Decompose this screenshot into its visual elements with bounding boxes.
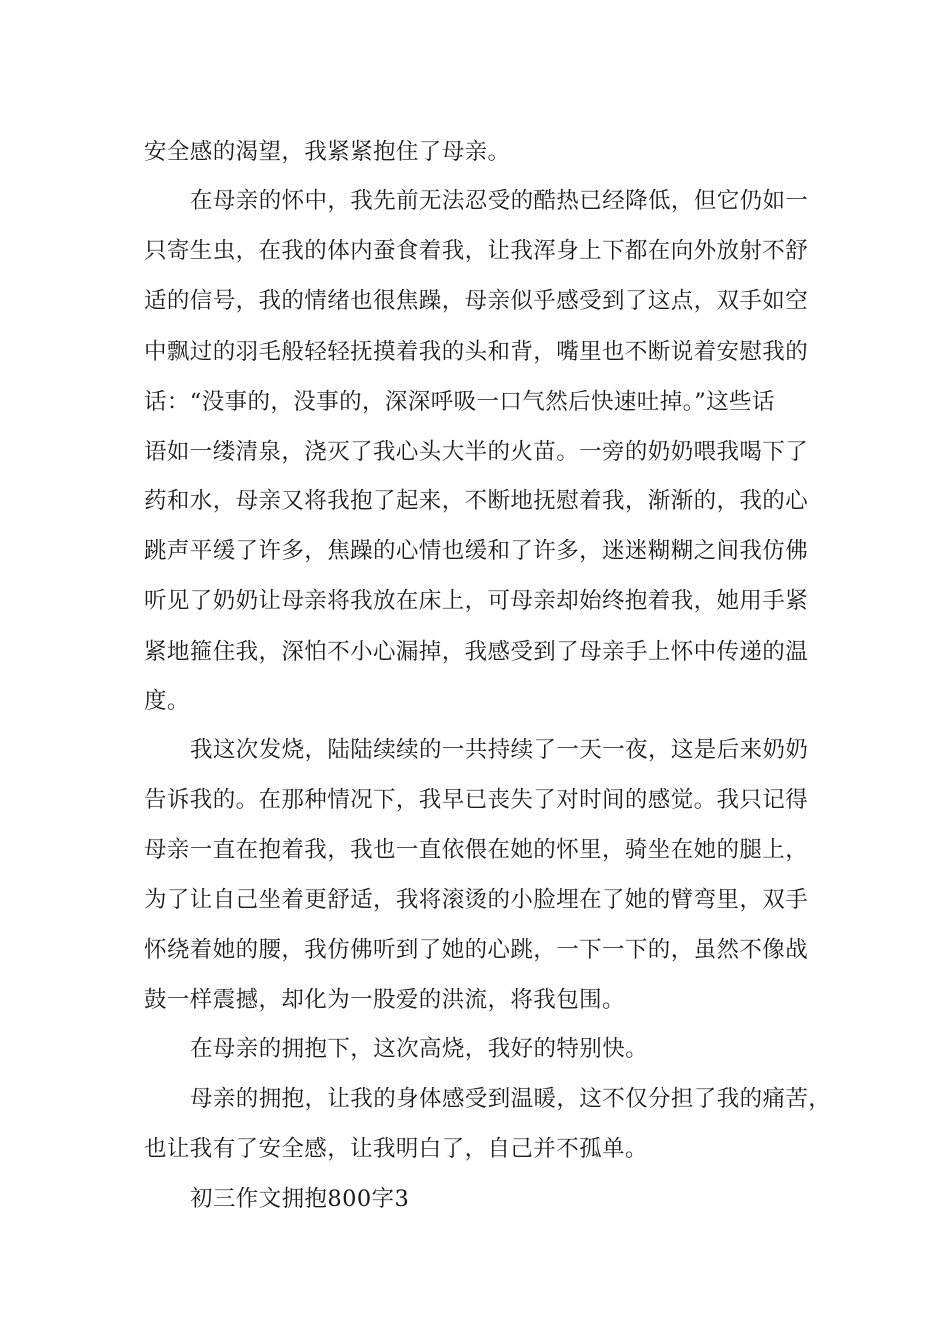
section-heading: 初三作文拥抱800字3 (190, 1186, 410, 1212)
text-line: 药和水，母亲又将我抱了起来，不断地抚慰着我，渐渐的，我的心 (144, 488, 809, 514)
text-line: 中飘过的羽毛般轻轻抚摸着我的头和背，嘴里也不断说着安慰我的 (144, 339, 809, 365)
text-line: 适的信号，我的情绪也很焦躁，母亲似乎感受到了这点，双手如空 (144, 288, 809, 314)
text-line: 跳声平缓了许多，焦躁的心情也缓和了许多，迷迷糊糊之间我仿佛 (144, 538, 809, 564)
text-line: 听见了奶奶让母亲将我放在床上，可母亲却始终抱着我，她用手紧 (144, 588, 809, 614)
text-line: 话：“没事的，没事的，深深呼吸一口气然后快速吐掉。”这些话 (144, 389, 775, 415)
text-line: 安全感的渴望，我紧紧抱住了母亲。 (144, 139, 511, 165)
text-line: 紧地箍住我，深怕不小心漏掉，我感受到了母亲手上怀中传递的温 (144, 639, 809, 665)
text-line: 在母亲的怀中，我先前无法忍受的酷热已经降低，但它仍如一 (190, 188, 809, 214)
text-line: 鼓一样震撼，却化为一股爱的洪流，将我包围。 (144, 987, 625, 1013)
text-line: 母亲一直在抱着我，我也一直依偎在她的怀里，骑坐在她的腿上， (144, 837, 809, 863)
text-line: 也让我有了安全感，让我明白了，自己并不孤单。 (144, 1136, 648, 1162)
text-line: 度。 (144, 688, 190, 714)
text-line: 告诉我的。在那种情况下，我早已丧失了对时间的感觉。我只记得 (144, 787, 809, 813)
text-line: 我这次发烧，陆陆续续的一共持续了一天一夜，这是后来奶奶 (190, 737, 809, 763)
text-line: 语如一缕清泉，浇灭了我心头大半的火苗。一旁的奶奶喂我喝下了 (144, 439, 809, 465)
text-line: 怀绕着她的腰，我仿佛听到了她的心跳，一下一下的，虽然不像战 (144, 937, 809, 963)
text-line: 母亲的拥抱，让我的身体感受到温暖，这不仅分担了我的痛苦， (190, 1086, 832, 1112)
text-line: 只寄生虫，在我的体内蚕食着我，让我浑身上下都在向外放射不舒 (144, 238, 809, 264)
text-line: 为了让自己坐着更舒适，我将滚烫的小脸埋在了她的臂弯里，双手 (144, 887, 809, 913)
text-line: 在母亲的拥抱下，这次高烧，我好的特别快。 (190, 1036, 649, 1062)
